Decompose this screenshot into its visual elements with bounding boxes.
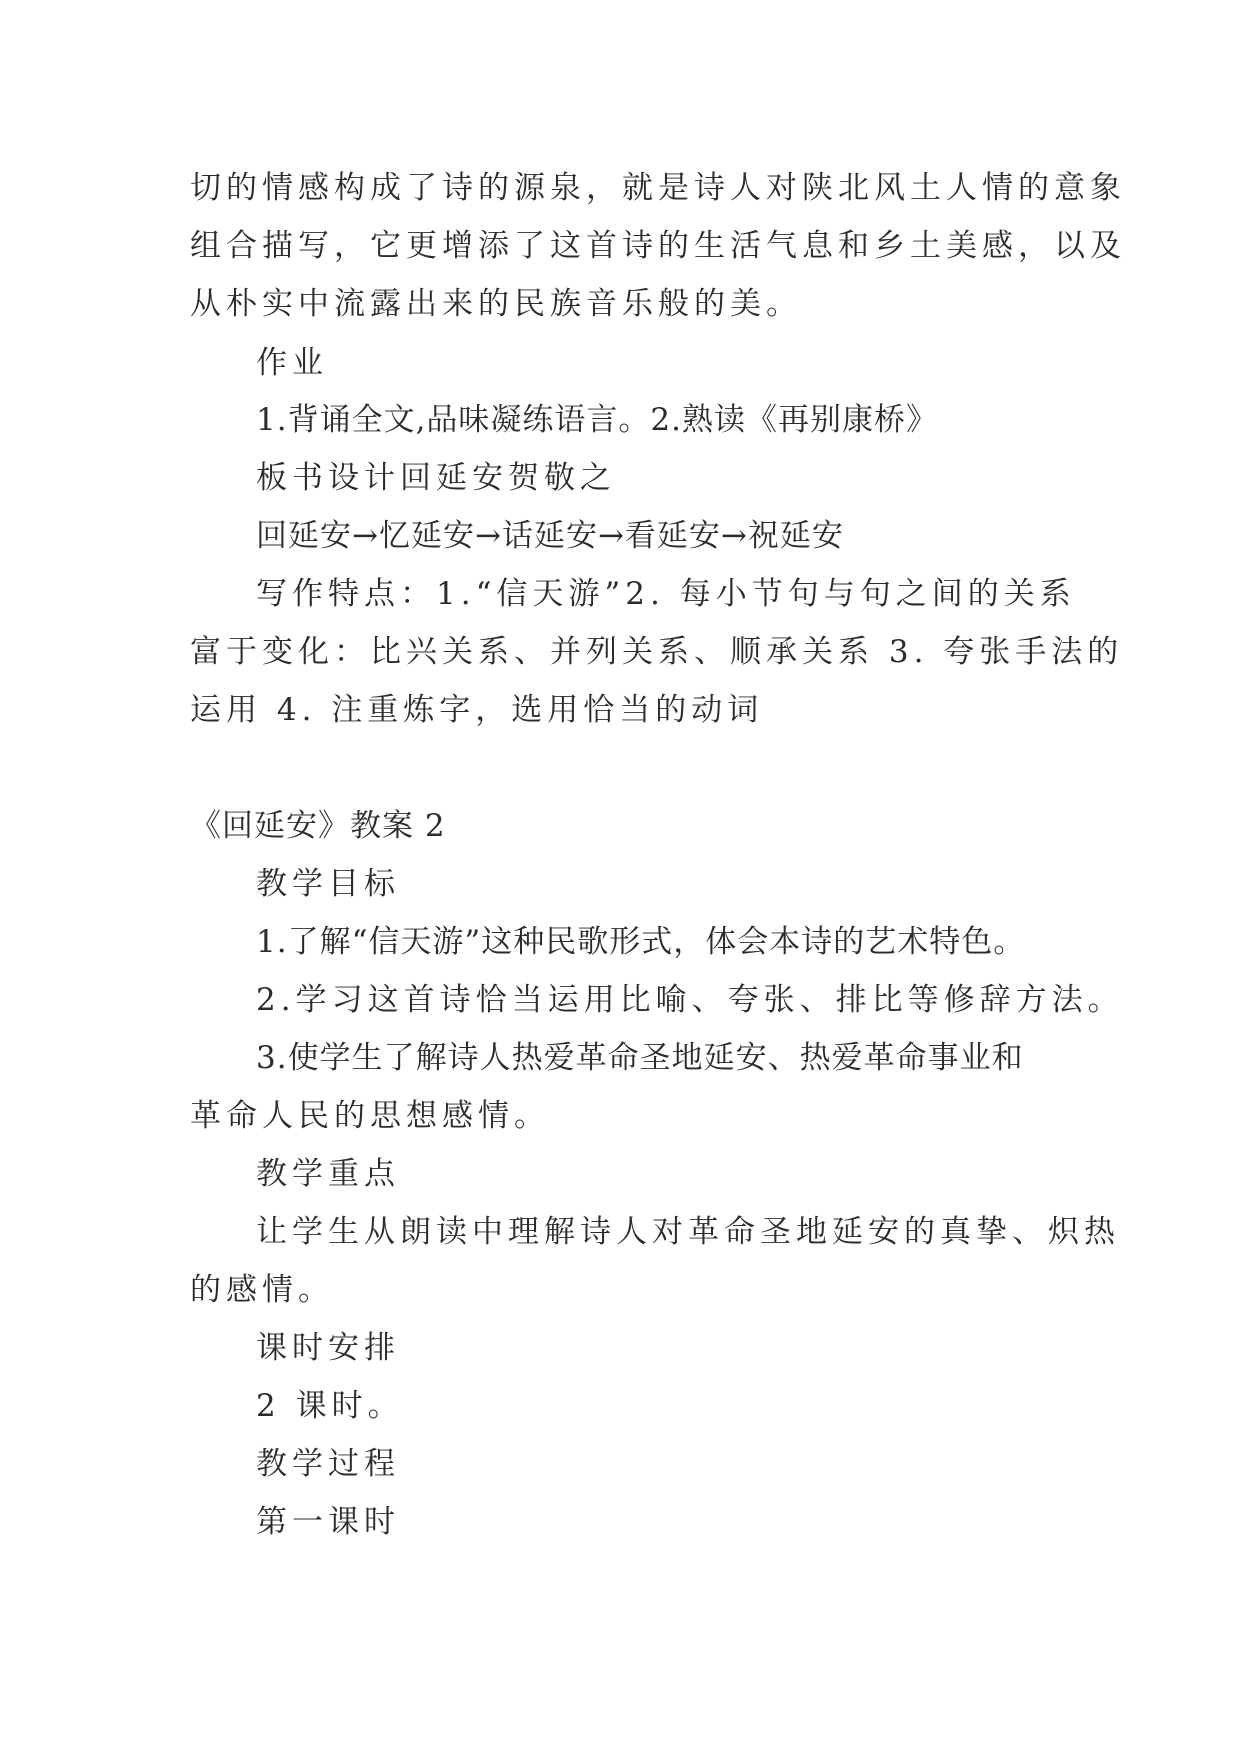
teaching-focus-heading: 教学重点	[256, 1156, 400, 1192]
goal-item: 1.了解“信天游”这种民歌形式，体会本诗的艺术特色。	[256, 924, 1026, 960]
paragraph-line: 切的情感构成了诗的源泉，就是诗人对陕北风土人情的意象	[190, 170, 1126, 206]
process-heading: 教学过程	[256, 1446, 400, 1482]
paragraph-line: 的感情。	[190, 1272, 334, 1308]
paragraph-line: 富于变化：比兴关系、并列关系、顺承关系 3. 夸张手法的	[190, 634, 1124, 670]
paragraph-line: 革命人民的思想感情。	[190, 1098, 550, 1134]
homework-heading: 作业	[256, 345, 328, 381]
paragraph-line: 运用 4. 注重炼字，选用恰当的动词	[190, 692, 764, 728]
goal-item: 2.学习这首诗恰当运用比喻、夸张、排比等修辞方法。	[256, 982, 1124, 1018]
goal-item: 3.使学生了解诗人热爱革命圣地延安、热爱革命事业和	[256, 1040, 1024, 1076]
writing-features-line: 写作特点：1.“信天游”2. 每小节句与句之间的关系	[256, 576, 1076, 612]
teaching-goals-heading: 教学目标	[256, 866, 400, 902]
section-title: 《回延安》教案 2	[190, 808, 446, 844]
board-design-flow: 回延安→忆延安→话延安→看延安→祝延安	[256, 518, 844, 554]
board-design-heading: 板书设计回延安贺敬之	[256, 460, 616, 496]
schedule-value: 2 课时。	[256, 1388, 404, 1424]
focus-line: 让学生从朗读中理解诗人对革命圣地延安的真挚、炽热	[256, 1214, 1120, 1250]
paragraph-line: 组合描写，它更增添了这首诗的生活气息和乡土美感，以及	[190, 228, 1126, 264]
lesson-heading: 第一课时	[256, 1504, 400, 1540]
paragraph-line: 从朴实中流露出来的民族音乐般的美。	[190, 286, 802, 322]
homework-item: 1.背诵全文,品味凝练语言。2.熟读《再别康桥》	[256, 402, 939, 438]
schedule-heading: 课时安排	[256, 1330, 400, 1366]
